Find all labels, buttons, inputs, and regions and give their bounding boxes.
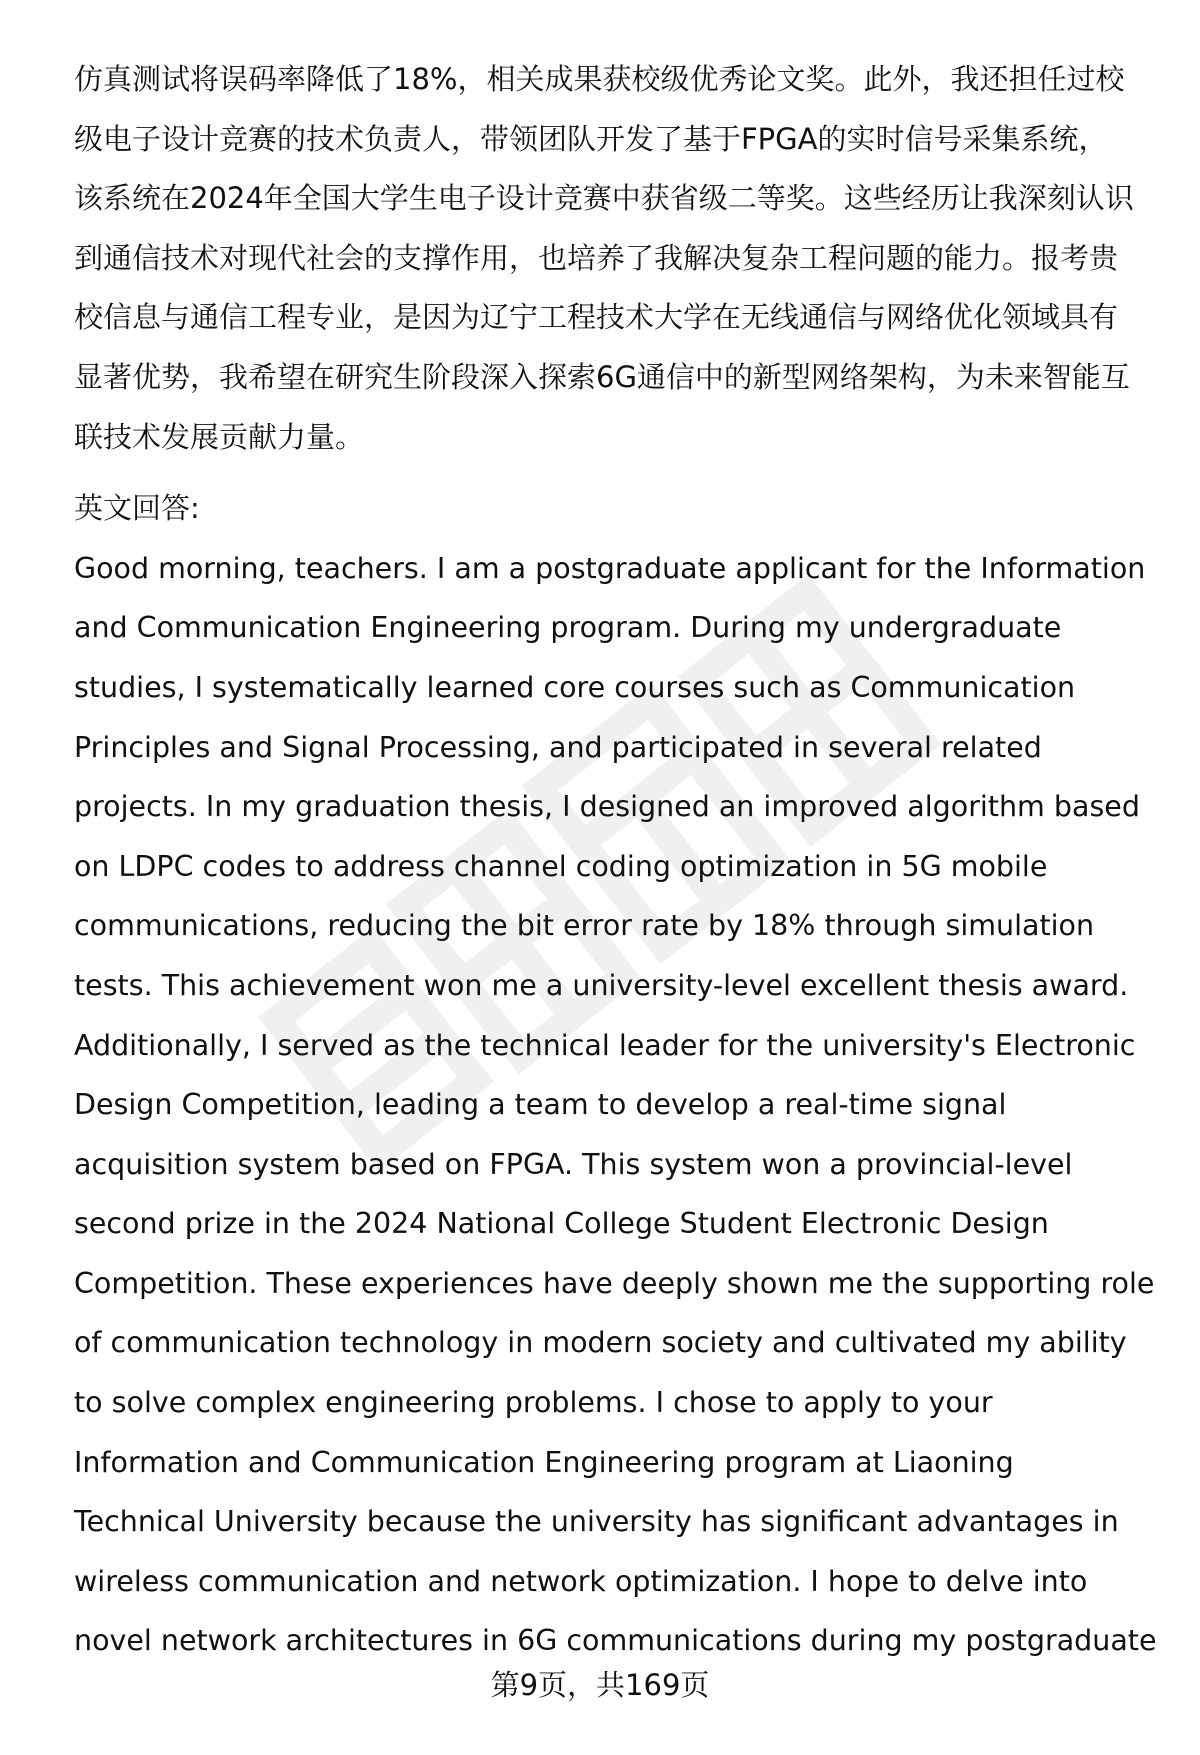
english-answer-line: Good morning, teachers. I am a postgraduate applicant for the Information — [74, 551, 1146, 585]
chinese-answer-line: 校信息与通信工程专业，是因为辽宁工程技术大学在无线通信与网络优化领域具有 — [74, 300, 1119, 335]
chinese-answer-line: 到通信技术对现代社会的支撑作用，也培养了我解决复杂工程问题的能力。报考贵 — [74, 240, 1119, 275]
chinese-answer-line: 仿真测试将误码率降低了18%，相关成果获校级优秀论文奖。此外，我还担任过校 — [74, 62, 1125, 96]
chinese-answer-line: 该系统在2024年全国大学生电子设计竞赛中获省级二等奖。这些经历让我深刻认识 — [74, 181, 1134, 216]
english-answer-line: of communication technology in modern society and cultivated my ability — [74, 1326, 1127, 1360]
english-answer-label: 英文回答: — [74, 491, 200, 526]
english-answer-line: communications, reducing the bit error rate by 18% through simulation — [74, 909, 1095, 943]
english-answer-line: Information and Communication Engineering program at Liaoning — [74, 1445, 1014, 1479]
english-answer-paragraph — [74, 539, 1164, 1671]
english-answer-line: studies, I systematically learned core courses such as Communication — [74, 670, 1076, 704]
english-answer-line: Design Competition, leading a team to develop a real-time signal — [74, 1088, 1007, 1122]
english-answer-line: Technical University because the university has significant advantages in — [74, 1505, 1119, 1539]
english-answer-line: novel network architectures in 6G communications during my postgraduate — [74, 1624, 1157, 1658]
english-answer-line: to solve complex engineering problems. I chose to apply to your — [74, 1386, 993, 1420]
english-answer-line: wireless communication and network optimization. I hope to delve into — [74, 1564, 1088, 1598]
page-footer — [0, 1665, 1200, 1705]
english-answer-line: Principles and Signal Processing, and participated in several related — [74, 730, 1042, 764]
chinese-answer-line: 联技术发展贡献力量。 — [74, 419, 365, 454]
english-answer-line: on LDPC codes to address channel coding optimization in 5G mobile — [74, 849, 1048, 883]
chinese-answer-paragraph — [74, 50, 1164, 467]
english-answer-line: tests. This achievement won me a university-level excellent thesis award. — [74, 968, 1129, 1002]
english-answer-line: second prize in the 2024 National College Student Electronic Design — [74, 1207, 1049, 1241]
english-answer-line: Competition. These experiences have deeply shown me the supporting role — [74, 1266, 1155, 1300]
chinese-answer-line: 显著优势，我希望在研究生阶段深入探索6G通信中的新型网络架构，为未来智能互 — [74, 359, 1130, 394]
english-answer-line: acquisition system based on FPGA. This system won a provincial-level — [74, 1147, 1073, 1181]
page-number: 第9页，共169页 — [490, 1668, 710, 1702]
chinese-answer-line: 级电子设计竞赛的技术负责人，带领团队开发了基于FPGA的实时信号采集系统， — [74, 121, 1108, 156]
english-answer-line: and Communication Engineering program. During my undergraduate — [74, 611, 1062, 645]
english-answer-label-block — [74, 479, 1164, 539]
english-answer-line: Additionally, I served as the technical leader for the university's Electronic — [74, 1028, 1136, 1062]
english-answer-line: projects. In my graduation thesis, I designed an improved algorithm based — [74, 790, 1140, 824]
document-body — [74, 50, 1164, 1671]
